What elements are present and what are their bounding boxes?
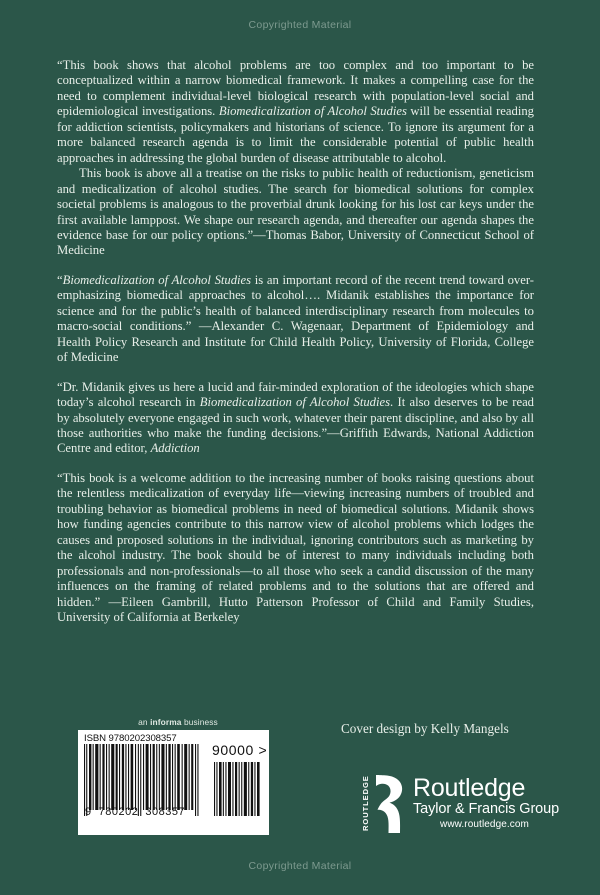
cover-design-credit: Cover design by Kelly Mangels bbox=[341, 721, 509, 736]
informa-imprint-line bbox=[78, 717, 278, 727]
informa-brand: informa bbox=[150, 717, 182, 727]
blurb-text-run: is an important record of the recent trend toward over-emphasizing biomedical approaches to alcohol…. Midanik establishes the importance for science and for the public’s health of balanced interdisciplinary research from molecules to macro-social conditions.” —Alexander C. Wagenaar, Department of Epidemiology and Health Policy Research and Institute for Child Health Policy, University of Florida, College of Medicine bbox=[57, 272, 535, 365]
ean5-bars-icon bbox=[214, 762, 262, 816]
blurb-edwards bbox=[57, 380, 534, 457]
routledge-wordmark-block bbox=[413, 775, 563, 831]
ean13-digit-group-2: 308357 bbox=[145, 806, 186, 818]
informa-suffix: business bbox=[181, 717, 218, 727]
routledge-publisher-logo bbox=[360, 775, 560, 837]
book-title-italic: Addiction bbox=[150, 441, 200, 456]
informa-prefix: an bbox=[138, 717, 151, 727]
blurb-text-run: “Dr. Midanik gives us here a lucid and fair-minded exploration of the ideologies which shape today’s alcohol research in bbox=[57, 379, 534, 410]
routledge-website-url[interactable]: www.routledge.com bbox=[440, 819, 529, 830]
routledge-vertical-wordmark: ROUTLEDGE bbox=[361, 775, 370, 831]
barcode-graphics bbox=[84, 742, 268, 824]
blurb-paragraph bbox=[57, 471, 534, 624]
blurb-text-run: “This book shows that alcohol problems are too complex and too important to be conceptualized within a narrow biomedical framework. It makes a compelling case for the need to complement individual-level biological research with population-level social and epidemiological investigations. bbox=[57, 58, 534, 119]
ean13-digit-lead: 9 bbox=[85, 806, 92, 818]
barcode-addon-value: 90000 bbox=[212, 742, 254, 758]
barcode-addon-suffix: > bbox=[258, 742, 268, 758]
blurb-list bbox=[57, 58, 534, 625]
blurb-text-run: “ bbox=[57, 272, 63, 287]
blurb-babor bbox=[57, 58, 534, 259]
taylor-francis-group-label: Taylor & Francis Group bbox=[413, 801, 560, 817]
book-title-italic: Biomedicalization of Alcohol Studies bbox=[62, 272, 252, 287]
blurb-text-run: . It also deserves to be read by absolutely everyone engaged in such work, whatever their parent discipline, and also by all those authorities who make the funding decisions.”—Griffith Edwards, National Addiction Centre and editor, bbox=[57, 395, 534, 456]
isbn-barcode-block bbox=[78, 730, 269, 835]
ean13-digit-group-1: 780202 bbox=[98, 806, 139, 818]
blurb-wagenaar bbox=[57, 273, 534, 366]
book-title-italic: Biomedicalization of Alcohol Studies bbox=[218, 104, 407, 119]
ean13-human-readable bbox=[85, 806, 192, 818]
blurb-gambrill bbox=[57, 471, 534, 626]
routledge-r-mark-icon bbox=[360, 775, 408, 833]
blurb-paragraph bbox=[57, 58, 534, 165]
copyrighted-material-watermark-top: Copyrighted Material bbox=[248, 19, 352, 31]
blurb-text-run: will be essential reading for addiction scientists, policymakers and historians of science. To ignore its argument for a more balanced research agenda is to limit the considerable potential of public health approaches in addressing the global burden of disease attributable to alcohol. bbox=[57, 104, 534, 165]
blurb-paragraph bbox=[57, 380, 534, 456]
barcode-addon-value-row bbox=[212, 742, 267, 758]
ean13-barcode bbox=[84, 744, 200, 816]
cover-footer bbox=[0, 700, 600, 860]
book-title-italic: Biomedicalization of Alcohol Studies bbox=[199, 395, 391, 410]
blurb-paragraph bbox=[57, 166, 534, 259]
blurb-text-run: “This book is a welcome addition to the increasing number of books raising questions about the relentless medicalization of everyday life—viewing increasing numbers of troubled and troubling behavior as biomedical problems in need of biomedical solutions. Midanik shows how funding agencies contribute to this narrow view of alcohol problems which lodges the causes and proposed solutions in the individual, ignoring contributors such as marketing by the alcohol industry. The book should be of interest to many individuals including both professionals and non-professionals—to all those who seek a candid discussion of the many influences on the framing of related problems and to the solutions that are offered and hidden.” —Eileen Gambrill, Hutto Patterson Professor of Child and Family Studies, University of California at Berkeley bbox=[57, 470, 534, 624]
routledge-name: Routledge bbox=[413, 774, 526, 802]
blurb-text-run: This book is above all a treatise on the risks to public health of reductionism, geneticism and medicalization of alcohol studies. The search for biomedical solutions for complex societal problems is analogous to the proverbial drunk looking for his lost car keys under the first available lamppost. We shape our research agenda, and thereafter our agenda shapes the evidence base for our policy options.”—Thomas Babor, University of Connecticut School of Medicine bbox=[57, 166, 534, 258]
blurb-paragraph bbox=[57, 273, 534, 364]
ean5-addon-barcode bbox=[214, 762, 262, 816]
isbn-label: ISBN 9780202308357 bbox=[84, 733, 177, 744]
copyrighted-material-watermark-bottom: Copyrighted Material bbox=[248, 860, 352, 872]
